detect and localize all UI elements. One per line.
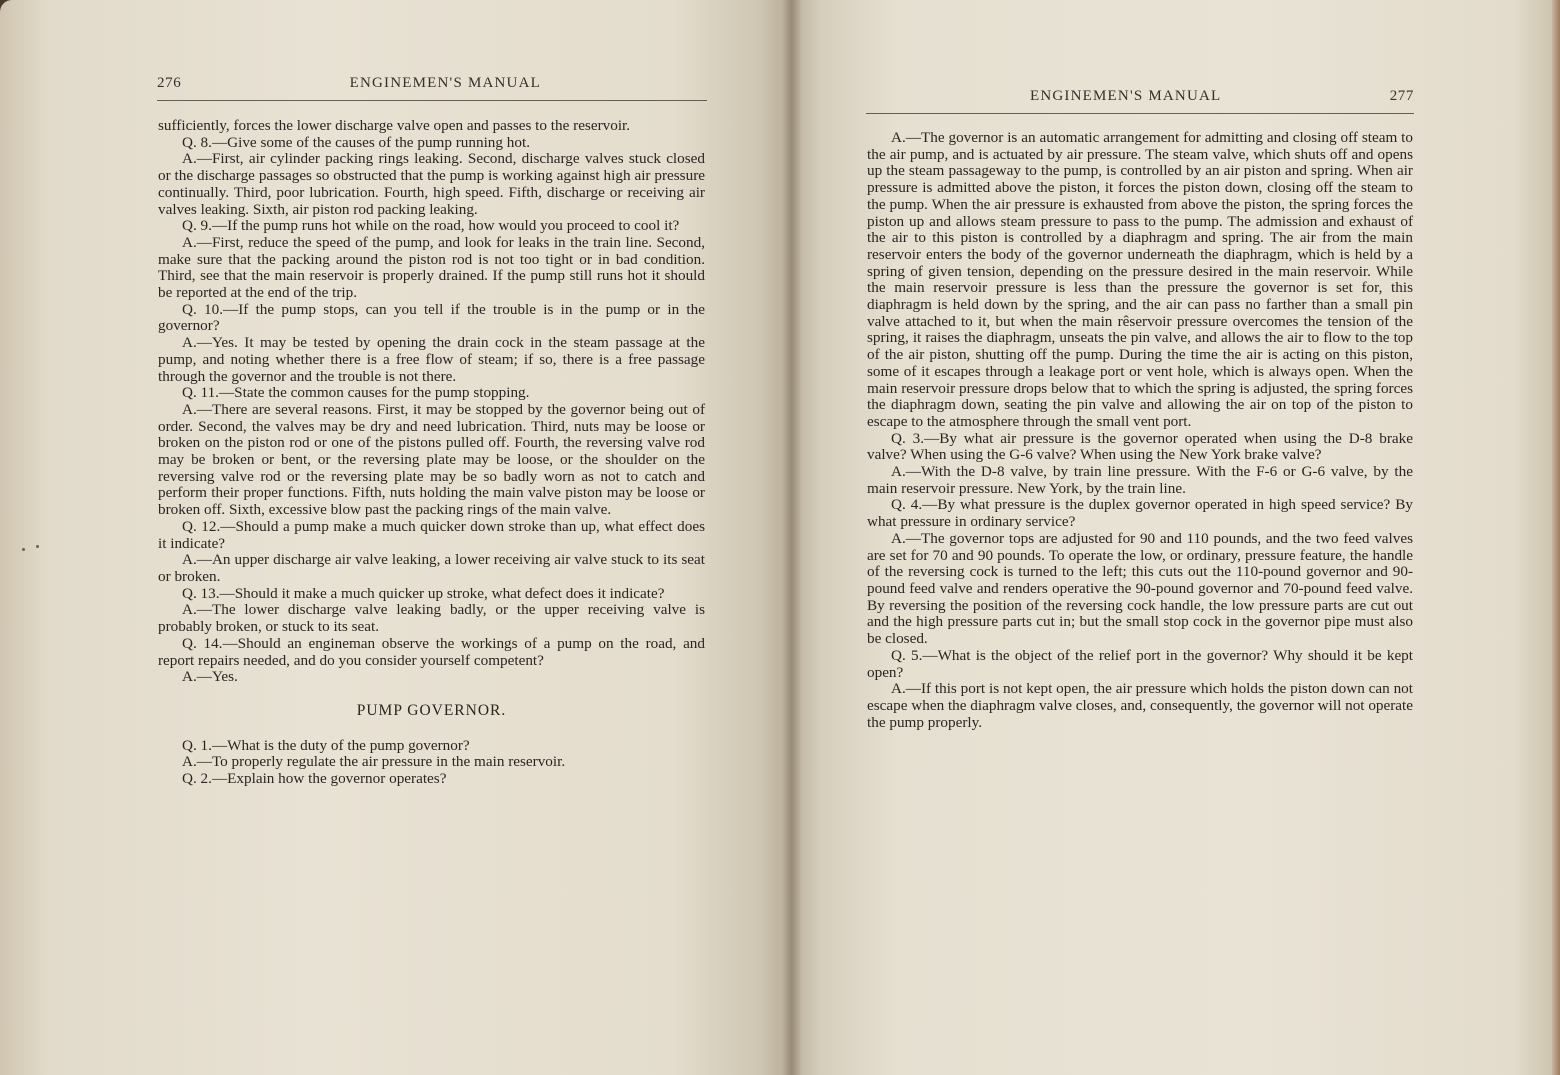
question: Q. 8.—Give some of the causes of the pump running hot. [182,133,530,151]
paragraph: sufficiently, forces the lower discharge valve open and passes to the reservoir. [158,117,631,134]
question: Q. 2.—Explain how the governor operates? [182,770,447,788]
left-running-head [157,75,541,92]
answer: A.—With the D-8 valve, by train line pressure. With the F-6 or G-6 valve, by the main reservoir pressure. New York, by the train line. [867,463,1413,497]
right-running-title: ENGINEMEN'S MANUAL [1030,88,1222,104]
question: Q. 13.—Should it make a much quicker up stroke, what defect does it indicate? [182,584,665,602]
answer: A.—The governor is an automatic arrangement for admitting and closing off steam to the air pump, and is actuated by air pressure. The steam valve, which shuts off and opens up the steam passageway to the pump, is controlled by an air piston and spring. When air pressure is admitted above the piston, it forces the piston down, closing off the steam to the pump. When the air pressure is exhausted from above the piston, the spring forces the piston up and allows steam pressure to pass to the pump. The admission and exhaust of the air to this piston is controlled by a diaphragm and spring. The air from the main reservoir enters the body of the governor underneath the diaphragm, which is held by a spring of given tension, depending on the pressure desired in the main reservoir. While the main reservoir pressure is less than the pressure the governor is set for, this diaphragm is held down by the spring, and the air can pass no farther than a small pin valve attached to it, but when the main rêservoir pressure overcomes the tension of the spring, it raises the diaphragm, unseats the pin valve, and allows the air to flow to the top of the air piston, shutting off the pump. During the time the air is acting on this piston, some of it escapes through a leakage port or vent hole, which is always open. When the main reservoir pressure drops below that to which the spring is adjusted, the spring forces the diaphragm down, seating the pin valve and allowing the air on top of the piston to escape to the atmosphere through the small vent port. [867,129,1413,430]
left-body-text [158,118,705,788]
question: Q. 10.—If the pump stops, can you tell if the trouble is in the pump or in the governor? [158,300,705,335]
right-page-number: 277 [1389,88,1414,104]
question: Q. 9.—If the pump runs hot while on the road, how would you proceed to cool it? [182,217,680,235]
right-body-text [867,130,1413,731]
section-heading: PUMP GOVERNOR. [356,701,507,719]
book-gutter [782,0,802,1075]
answer: A.—The lower discharge valve leaking badly, or the upper receiving valve is probably broken, or stuck to its seat. [158,601,705,636]
left-running-title: ENGINEMEN'S MANUAL [349,75,541,91]
speck [36,545,39,548]
answer: A.—First, reduce the speed of the pump, and look for leaks in the train line. Second, make sure that the packing around the piston rod is not too tight or in bad condition. Third, see that the main reservoir is properly drained. If the pump still runs hot it should be reported at the end of the trip. [158,233,705,302]
answer: A.—An upper discharge air valve leaking, a lower receiving air valve stuck to its seat or broken. [158,551,705,585]
question: Q. 14.—Should an engineman observe the workings of a pump on the road, and report repairs needed, and do you consider yourself competent? [158,634,705,669]
answer: A.—If this port is not kept open, the air pressure which holds the piston down can not escape when the diaphragm valve closes, and, consequently, the governor will not operate the pump properly. [867,680,1414,731]
answer: A.—To properly regulate the air pressure in the main reservoir. [182,753,566,771]
answer: A.—The governor tops are adjusted for 90 and 110 pounds, and the two feed valves are set for 70 and 90 pounds. To operate the low, or ordinary, pressure feature, the handle of the reversing cock is turned to the left; this cuts out the 110-pound governor and 90-pound feed valve and renders operative the 90-pound governor and 70-pound feed valve. By reversing the position of the reversing cock handle, the low pressure parts are cut out and the high pressure parts cut in; but the small stop cock in the governor pipe must also be closed. [867,529,1413,648]
left-header-rule [157,100,707,101]
speck [22,548,25,551]
question: Q. 11.—State the common causes for the pump stopping. [182,384,530,402]
question: Q. 5.—What is the object of the relief port in the governor? Why should it be kept open? [867,646,1413,681]
answer: A.—Yes. [182,668,238,686]
right-running-head [1030,88,1414,105]
answer: A.—There are several reasons. First, it may be stopped by the governor being out of order. Second, the valves may be dry and need lubrication. Third, nuts may be loose or broken on the piston rod or one of the pistons pulled off. Fourth, the reversing valve rod may be broken or bent, or the reversing plate may be loose, or the shoulder on the reversing valve rod or the reversing plate may be so badly worn as not to catch and perform their proper functions. Fifth, nuts holding the main valve piston may be loose or broken off. Sixth, excessive blow past the packing rings of the main valve. [158,400,705,519]
question: Q. 3.—By what air pressure is the governor operated when using the D-8 brake valve? When using the G-6 valve? When using the New York brake valve? [867,429,1413,464]
page-edge [1552,0,1560,1075]
answer: A.—First, air cylinder packing rings leaking. Second, discharge valves stuck closed or the discharge passages so obstructed that the pump is working against high air pressure continually. Third, poor lubrication. Fourth, high speed. Fifth, discharge or receiving air valves leaking. Sixth, air piston rod packing leaking. [158,150,705,218]
question: Q. 4.—By what pressure is the duplex governor operated in high speed service? By what pressure in ordinary service? [867,496,1413,531]
left-page-number: 276 [157,75,182,91]
right-page [790,0,1560,1075]
question: Q. 1.—What is the duty of the pump governor? [182,736,470,754]
question: Q. 12.—Should a pump make a much quicker down stroke than up, what effect does it indicate? [158,517,705,552]
right-header-rule [866,113,1414,114]
answer: A.—Yes. It may be tested by opening the drain cock in the steam passage at the pump, and noting whether there is a free flow of steam; if so, there is a free passage through the governor and the trouble is not there. [158,334,705,385]
